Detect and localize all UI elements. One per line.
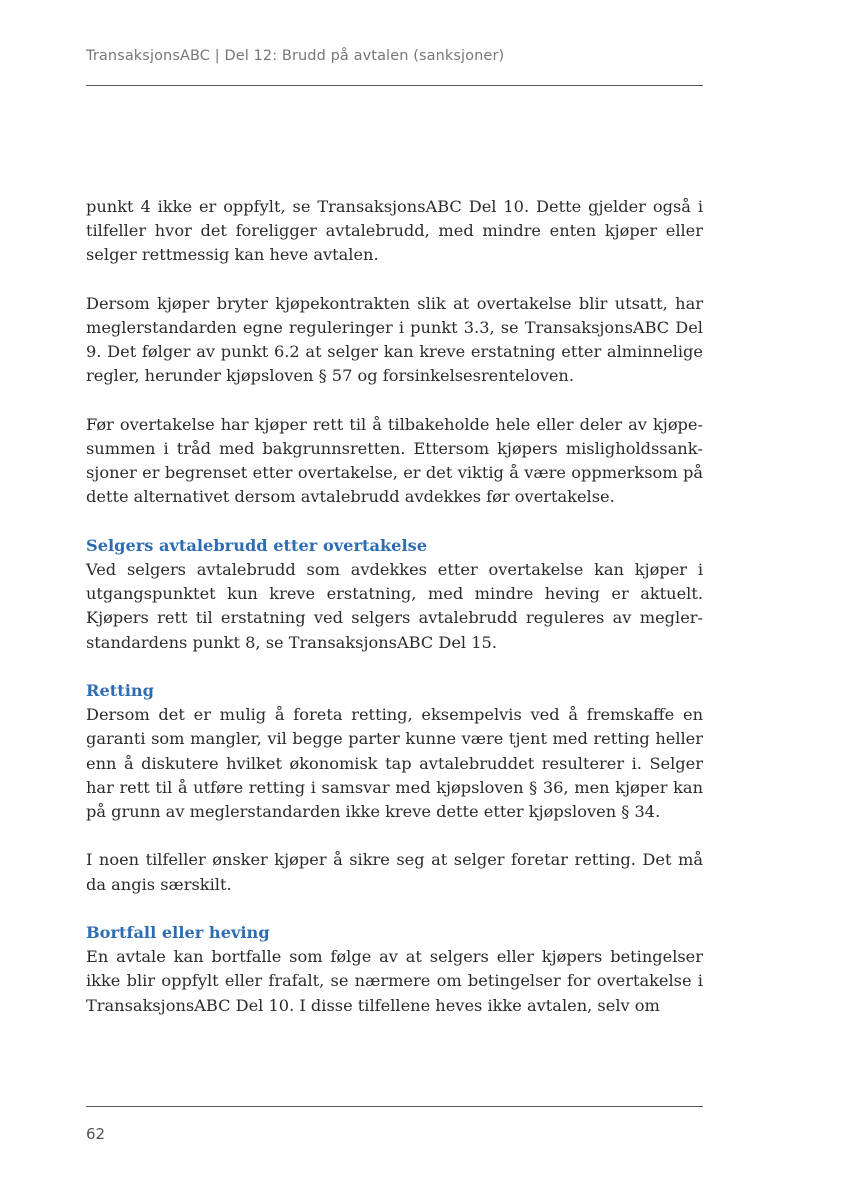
section-heading-bortfall-eller-heving: Bortfall eller heving bbox=[86, 923, 270, 942]
paragraph-6: I noen tilfeller ønsker kjøper å sikre seg at selger foretar retting. Det må da angis særskilt. bbox=[86, 850, 703, 894]
paragraph-5: Dersom det er mulig å foreta retting, eksempelvis ved å fremskaffe en garanti som mangler, vil begge parter kunne være tjent med retting heller enn å diskutere hvilket økonomisk tap avtalebruddet resulterer i. Selger har rett til å utføre retting i samsvar med kjøpsloven § 36, men kjøper kan på grunn av meglerstandarden ikke kreve dette etter kjøpsloven § 34. bbox=[86, 705, 703, 822]
header-divider bbox=[86, 85, 703, 86]
paragraph-7: En avtale kan bortfalle som følge av at selgers eller kjøpers betingelser ikke blir oppfylt eller frafalt, se nærmere om betingelser for overtakelse i TransaksjonsABC Del 10. I disse tilfellene heves ikke avtalen, selv om bbox=[86, 947, 703, 1015]
paragraph-3: Før overtakelse har kjøper rett til å tilbakeholde hele eller deler av kjøpesummen i tråd med bakgrunnsretten. Ettersom kjøpers misligholdssanksjoner er begrenset etter overtakelse, er det viktig å være oppmerksom på dette alternativet dersom avtalebrudd avdekkes før overtakelse. bbox=[86, 414, 703, 507]
body-text bbox=[86, 195, 703, 1018]
paragraph-4: Ved selgers avtalebrudd som avdekkes etter overtakelse kan kjøper i utgangspunktet kun kreve erstatning, med mindre heving er aktuelt. Kjøpers rett til erstatning ved selgers avtalebrudd reguleres av meglerstandardens punkt 8, se TransaksjonsABC Del 15. bbox=[86, 560, 703, 652]
page-number: 62 bbox=[86, 1125, 106, 1143]
paragraph-1: punkt 4 ikke er oppfylt, se TransaksjonsABC Del 10. Dette gjelder også i tilfeller hvor det foreligger avtalebrudd, med mindre enten kjøper eller selger rettmessig kan heve avtalen. bbox=[86, 197, 703, 265]
section-heading-selgers-avtalebrudd: Selgers avtalebrudd etter overtakelse bbox=[86, 535, 428, 555]
paragraph-2: Dersom kjøper bryter kjøpekontrakten slik at overtakelse blir utsatt, har meglerstandarden egne reguleringer i punkt 3.3, se TransaksjonsABC Del 9. Det følger av punkt 6.2 at selger kan kreve erstatning etter alminnelige regler, herunder kjøpsloven § 57 og forsinkelsesrenteloven. bbox=[86, 293, 703, 386]
running-header: TransaksjonsABC | Del 12: Brudd på avtalen (sanksjoner) bbox=[86, 48, 505, 64]
section-heading-retting: Retting bbox=[86, 681, 154, 700]
footer-divider bbox=[86, 1106, 703, 1107]
